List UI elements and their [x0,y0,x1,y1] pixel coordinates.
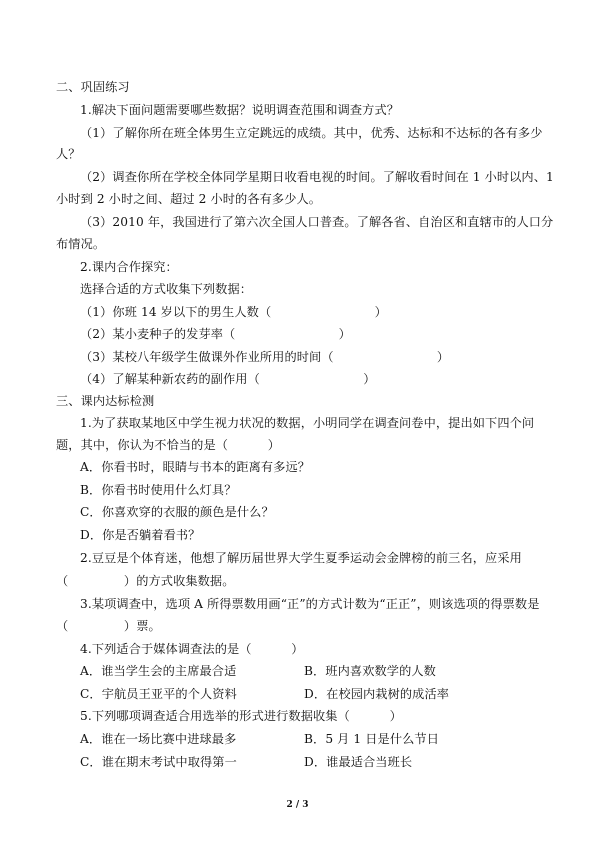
assessment-q1-option-c: C．你喜欢穿的衣服的颜色是什么？ [80,505,274,519]
assessment-q5-option-b: B．5 月 1 日是什么节日 [304,732,439,746]
question-2-prompt: 2.课内合作探究： [80,260,178,274]
assessment-q2-prompt-cont: （ ）的方式收集数据。 [56,574,235,588]
question-2-item-1: （1）你班 14 岁以下的男生人数（ ） [80,305,387,319]
section-heading-assessment: 三、课内达标检测 [56,394,155,408]
assessment-q3-prompt-cont: （ ）票。 [56,619,161,633]
question-1-item-1-cont: 人？ [56,147,81,161]
assessment-q4-option-d: D．在校园内栽树的成活率 [304,687,450,701]
question-2-item-4: （4）了解某种新农药的副作用（ ） [80,372,376,386]
assessment-q4-option-c: C．宇航员王亚平的个人资料 [80,687,237,701]
assessment-q1-option-d: D．你是否躺着看书？ [80,528,201,542]
assessment-q1-prompt: 1.为了获取某地区中学生视力状况的数据，小明同学在调查问卷中，提出如下四个问 [80,416,535,430]
assessment-q1-option-a: A．你看书时，眼睛与书本的距离有多远？ [80,460,311,474]
assessment-q1-option-b: B．你看书时使用什么灯具？ [80,483,237,497]
assessment-q5-option-a: A．谁在一场比赛中进球最多 [80,732,237,746]
section-heading-consolidation: 二、巩固练习 [56,80,130,94]
question-2-item-2: （2）某小麦种子的发芽率（ ） [80,327,351,341]
question-2-item-3: （3）某校八年级学生做课外作业所用的时间（ ） [80,350,450,364]
assessment-q3-prompt: 3.某项调查中，选项 A 所得票数用画“正”的方式计数为“正正”，则该选项的得票数是 [80,597,540,611]
assessment-q4-prompt: 4.下列适合于媒体调查法的是（ ） [80,642,304,656]
assessment-q5-option-d: D．谁最适合当班长 [304,755,413,769]
assessment-q5-option-c: C．谁在期末考试中取得第一 [80,755,237,769]
question-1-item-3-cont: 布情况。 [56,237,106,251]
question-1-prompt: 1.解决下面问题需要哪些数据？说明调查范围和调查方式？ [80,103,400,117]
question-2-instruction: 选择合适的方式收集下列数据： [80,282,253,296]
question-1-item-2: （2）调查你所在学校全体同学星期日收看电视的时间。了解收看时间在 1 小时以内、1 [80,170,554,184]
assessment-q1-prompt-cont: 题，其中，你认为不恰当的是（ ） [56,438,281,452]
question-1-item-1: （1）了解你所在班全体男生立定跳远的成绩。其中，优秀、达标和不达标的各有多少 [80,126,543,140]
assessment-q5-prompt: 5.下列哪项调查适合用选举的形式进行数据收集（ ） [80,709,402,723]
question-1-item-3: （3）2010 年，我国进行了第六次全国人口普查。了解各省、自治区和直辖市的人口分 [80,215,554,229]
assessment-q4-option-a: A．谁当学生会的主席最合适 [80,664,237,678]
assessment-q4-option-b: B．班内喜欢数学的人数 [304,664,436,678]
assessment-q2-prompt: 2.豆豆是个体育迷，他想了解历届世界大学生夏季运动会金牌榜的前三名，应采用 [80,551,522,565]
question-1-item-2-cont: 小时到 2 小时之间、超过 2 小时的各有多少人。 [56,192,322,206]
page-number: 2 / 3 [286,800,309,810]
